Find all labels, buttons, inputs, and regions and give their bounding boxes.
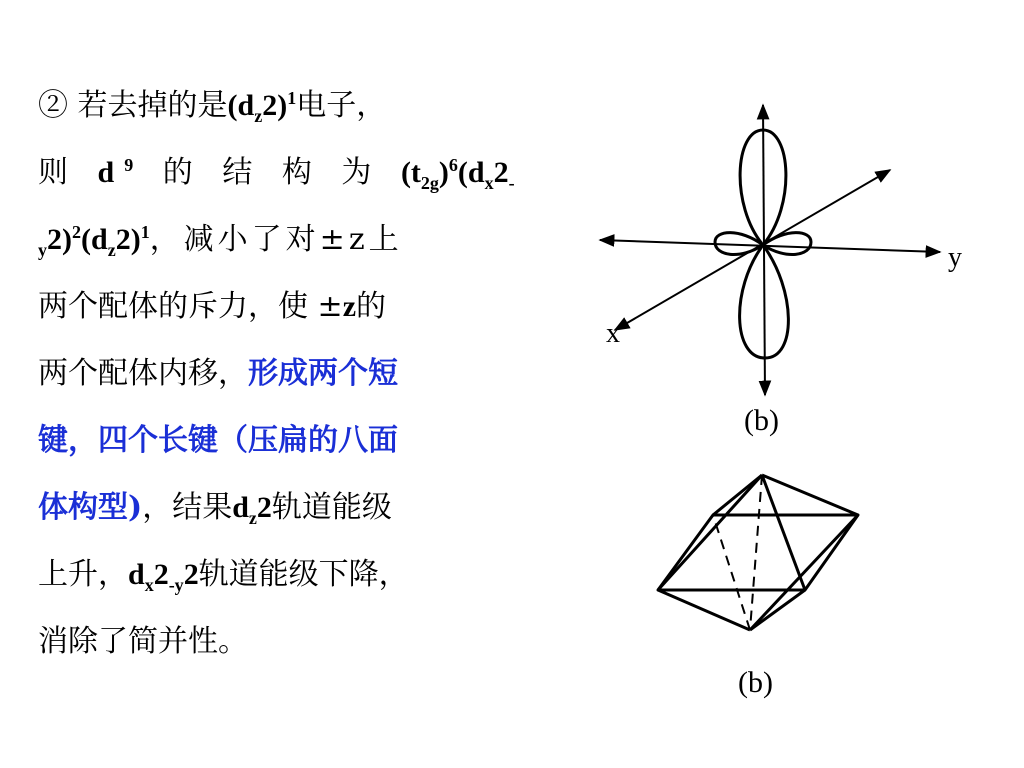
octahedron-edge (713, 475, 762, 515)
octahedron-caption: (b) (738, 666, 773, 699)
formula-run: ) (438, 156, 449, 189)
text-run: 则 (38, 155, 78, 190)
octahedron-edge (750, 515, 858, 630)
formula-run: (d (457, 156, 485, 189)
text-run: 上升， (38, 557, 128, 592)
text-run: ② 若去掉的是 (38, 88, 228, 123)
formula-run: 2) (262, 89, 288, 122)
paragraph-line-3 (38, 206, 508, 273)
paragraph-line-7 (38, 474, 508, 541)
formula-run: 2 (183, 558, 199, 591)
formula-run: (d (81, 223, 108, 256)
octahedron-hidden-edge (750, 475, 762, 630)
formula-subscript: 2g (420, 173, 439, 193)
paragraph-line-6 (38, 407, 508, 474)
paragraph-line-5 (38, 340, 508, 407)
formula-run: 2) (115, 223, 141, 256)
text-run: 的 结 构 为 (162, 155, 382, 190)
formula-superscript: 1 (287, 88, 297, 108)
formula-subscript: x (144, 575, 154, 595)
paragraph-line-2 (38, 139, 515, 206)
octahedron-edge (750, 590, 805, 630)
formula-subscript: z (248, 508, 257, 528)
formula-run: z (342, 290, 357, 323)
formula-subscript: -y (168, 575, 184, 595)
orbital-caption: (b) (744, 404, 779, 437)
octahedron-edge (762, 475, 858, 515)
octahedron-edge (658, 475, 762, 590)
formula-superscript: 6 (448, 155, 458, 175)
formula-subscript: z (254, 106, 263, 126)
text-run: 轨道能级下降， (198, 557, 409, 592)
axis-label-y: y (948, 242, 962, 273)
octahedron-edge (658, 590, 750, 630)
formula-run: d (97, 156, 125, 189)
text-run: 轨道能级 (271, 490, 392, 525)
formula-superscript: 2 (72, 222, 81, 242)
formula-subscript: x (484, 173, 494, 193)
formula-run: 2 (153, 558, 169, 591)
formula-run: (d (227, 89, 255, 122)
text-run: ，结果 (142, 490, 233, 525)
text-run: 两个配体的斥力，使 ± (38, 289, 343, 324)
text-run: ，减小了对±z上 (149, 222, 403, 257)
highlighted-text: 形成两个短 (248, 356, 398, 391)
formula-run: d (232, 491, 249, 524)
formula-run: 2) (47, 223, 72, 256)
paragraph (38, 72, 515, 675)
octahedron-hidden-edge (713, 515, 750, 630)
paragraph-line-1 (38, 72, 508, 139)
text-run: 消除了简并性。 (38, 624, 248, 659)
formula-run: 2 (493, 156, 509, 189)
paragraph-line-4 (38, 273, 508, 340)
formula-subscript: y (38, 240, 47, 260)
highlighted-text: 键，四个长键（压扁的八面 (38, 423, 398, 458)
axis-label-x: x (606, 318, 620, 349)
highlighted-text: 体构型) (38, 490, 143, 525)
compressed-octahedron-diagram (650, 465, 870, 640)
text-run: 的 (356, 289, 387, 324)
paragraph-line-9 (38, 608, 508, 675)
text-run: 电子， (296, 88, 387, 123)
paragraph-line-8 (38, 541, 508, 608)
formula-run: d (128, 558, 145, 591)
formula-subscript: - (508, 173, 515, 193)
formula-superscript: 9 (124, 155, 144, 175)
dz2-orbital-diagram (590, 100, 990, 400)
formula-run: 2 (256, 491, 272, 524)
octahedron-edge (762, 475, 805, 590)
formula-subscript: z (107, 240, 116, 260)
formula-superscript: 1 (140, 222, 150, 242)
text-run: 两个配体内移， (38, 356, 248, 391)
formula-run: (t (400, 156, 421, 189)
